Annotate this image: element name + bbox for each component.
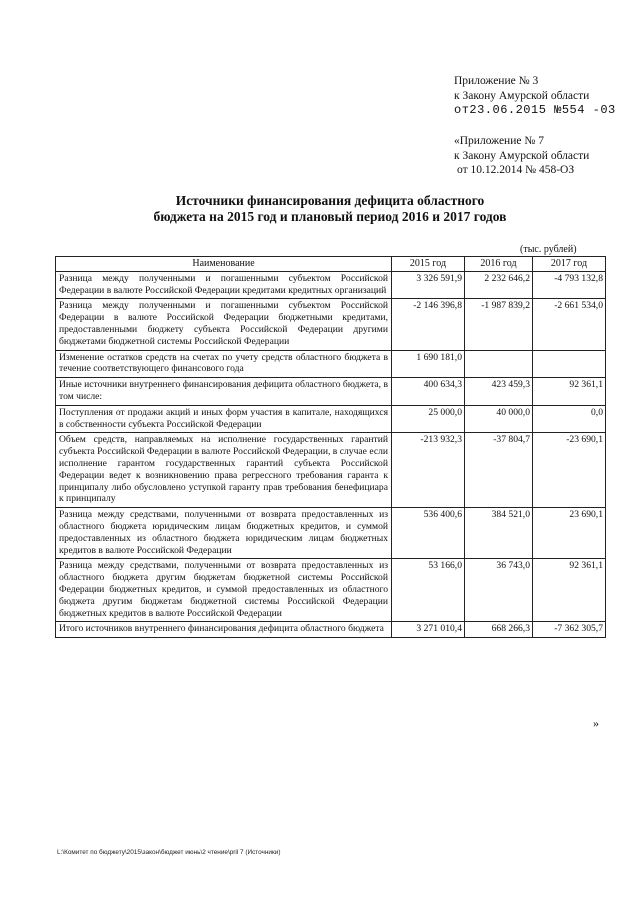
table-row bbox=[56, 299, 606, 350]
table-row bbox=[56, 350, 606, 378]
file-path-footer: L:\Комитет по бюджету\2015\закон\бюджет июнь\2 чтение\pril 7 (Источники) bbox=[57, 849, 281, 856]
value-2017: -23 690,1 bbox=[533, 433, 606, 508]
header-name: Наименование bbox=[56, 257, 392, 272]
title-line-2: бюджета на 2015 год и плановый период 2016 и 2017 годов bbox=[153, 209, 507, 224]
value-2016: 36 743,0 bbox=[465, 559, 533, 622]
law-date-reference: от 10.12.2014 № 458-ОЗ bbox=[457, 164, 575, 176]
header-2017: 2017 год bbox=[533, 257, 606, 272]
appendix-7-block bbox=[454, 134, 589, 178]
value-2016: 40 000,0 bbox=[465, 405, 533, 433]
law-reference-1: к Закону Амурской области bbox=[454, 89, 590, 102]
value-2015: 3 326 591,9 bbox=[392, 271, 465, 299]
header-2015: 2015 год bbox=[392, 257, 465, 272]
closing-quote-mark: » bbox=[593, 716, 599, 730]
row-name: Разница между полученными и погашенными субъектом Российской Федерации в валюте Российской Федерации бюджетными кредитами, предоставленными бюджету субъекта Российской Федерации другими бюджетами бюджетной системы Российской Федерации bbox=[56, 299, 392, 350]
header-2016: 2016 год bbox=[465, 257, 533, 272]
row-name: Объем средств, направляемых на исполнение государственных гарантий субъекта Российской Федерации в валюте Российской Федерации, в случае если исполнение гарантом государственных гарантий субъекта Российской Федерации ведет к возникновению права регрессного требования гаранта к принципалу либо обусловлено уступкой гаранту прав требования бенефициара к принципалу bbox=[56, 433, 392, 508]
value-2017: 92 361,1 bbox=[533, 378, 606, 406]
value-2016: 2 232 646,2 bbox=[465, 271, 533, 299]
value-2016: -37 804,7 bbox=[465, 433, 533, 508]
value-2015: 25 000,0 bbox=[392, 405, 465, 433]
row-name: Разница между средствами, полученными от возврата предоставленных из областного бюджета юридическим лицам бюджетных кредитов, и суммой предоставленных из областного бюджета юридическим лицам бюджетных кредитов в валюте Российской Федерации bbox=[56, 508, 392, 559]
value-2015: -2 146 396,8 bbox=[392, 299, 465, 350]
table-row bbox=[56, 405, 606, 433]
value-2015: 3 271 010,4 bbox=[392, 622, 465, 638]
title-line-1: Источники финансирования дефицита областного bbox=[175, 193, 485, 208]
value-2015: 1 690 181,0 bbox=[392, 350, 465, 378]
table-row bbox=[56, 559, 606, 622]
row-name: Разница между средствами, полученными от возврата предоставленных из областного бюджета другим бюджетам бюджетной системы Российской Федерации бюджетных кредитов, и суммой предоставленных из областного бюджета другим бюджетам бюджетной системы Российской Федерации бюджетных кредитов в валюте Российской Федерации bbox=[56, 559, 392, 622]
row-name: Иные источники внутреннего финансирования дефицита областного бюджета, в том числе: bbox=[56, 378, 392, 406]
table-header-row bbox=[56, 257, 606, 272]
table-row bbox=[56, 508, 606, 559]
value-2015: -213 932,3 bbox=[392, 433, 465, 508]
row-name: Разница между полученными и погашенными субъектом Российской Федерации в валюте Российской Федерации кредитами кредитных организаций bbox=[56, 271, 392, 299]
table-row bbox=[56, 271, 606, 299]
value-2016 bbox=[465, 350, 533, 378]
value-2015: 536 400,6 bbox=[392, 508, 465, 559]
document-title bbox=[120, 193, 540, 225]
value-2015: 400 634,3 bbox=[392, 378, 465, 406]
appendix-3-block bbox=[454, 74, 616, 118]
value-2017: 92 361,1 bbox=[533, 559, 606, 622]
row-name: Поступления от продажи акций и иных форм участия в капитале, находящихся в собственности субъекта Российской Федерации bbox=[56, 405, 392, 433]
row-name: Итого источников внутреннего финансирования дефицита областного бюджета bbox=[56, 622, 392, 638]
value-2016: 423 459,3 bbox=[465, 378, 533, 406]
law-reference-2: к Закону Амурской области bbox=[454, 149, 590, 162]
value-2017: -4 793 132,8 bbox=[533, 271, 606, 299]
row-name: Изменение остатков средств на счетах по учету средств областного бюджета в течение соответствующего финансового года bbox=[56, 350, 392, 378]
value-2016: -1 987 839,2 bbox=[465, 299, 533, 350]
date-number-stamp: от23.06.2015 №554 -03 bbox=[454, 103, 616, 117]
value-2017: -7 362 305,7 bbox=[533, 622, 606, 638]
table-total-row bbox=[56, 622, 606, 638]
value-2016: 668 266,3 bbox=[465, 622, 533, 638]
value-2017: 23 690,1 bbox=[533, 508, 606, 559]
units-note: (тыс. рублей) bbox=[520, 244, 577, 255]
value-2016: 384 521,0 bbox=[465, 508, 533, 559]
financing-sources-table bbox=[55, 256, 606, 638]
appendix-3-label: Приложение № 3 bbox=[454, 75, 539, 87]
table-row bbox=[56, 378, 606, 406]
value-2015: 53 166,0 bbox=[392, 559, 465, 622]
value-2017: 0,0 bbox=[533, 405, 606, 433]
value-2017 bbox=[533, 350, 606, 378]
table-row bbox=[56, 433, 606, 508]
appendix-7-label: «Приложение № 7 bbox=[454, 135, 544, 147]
value-2017: -2 661 534,0 bbox=[533, 299, 606, 350]
